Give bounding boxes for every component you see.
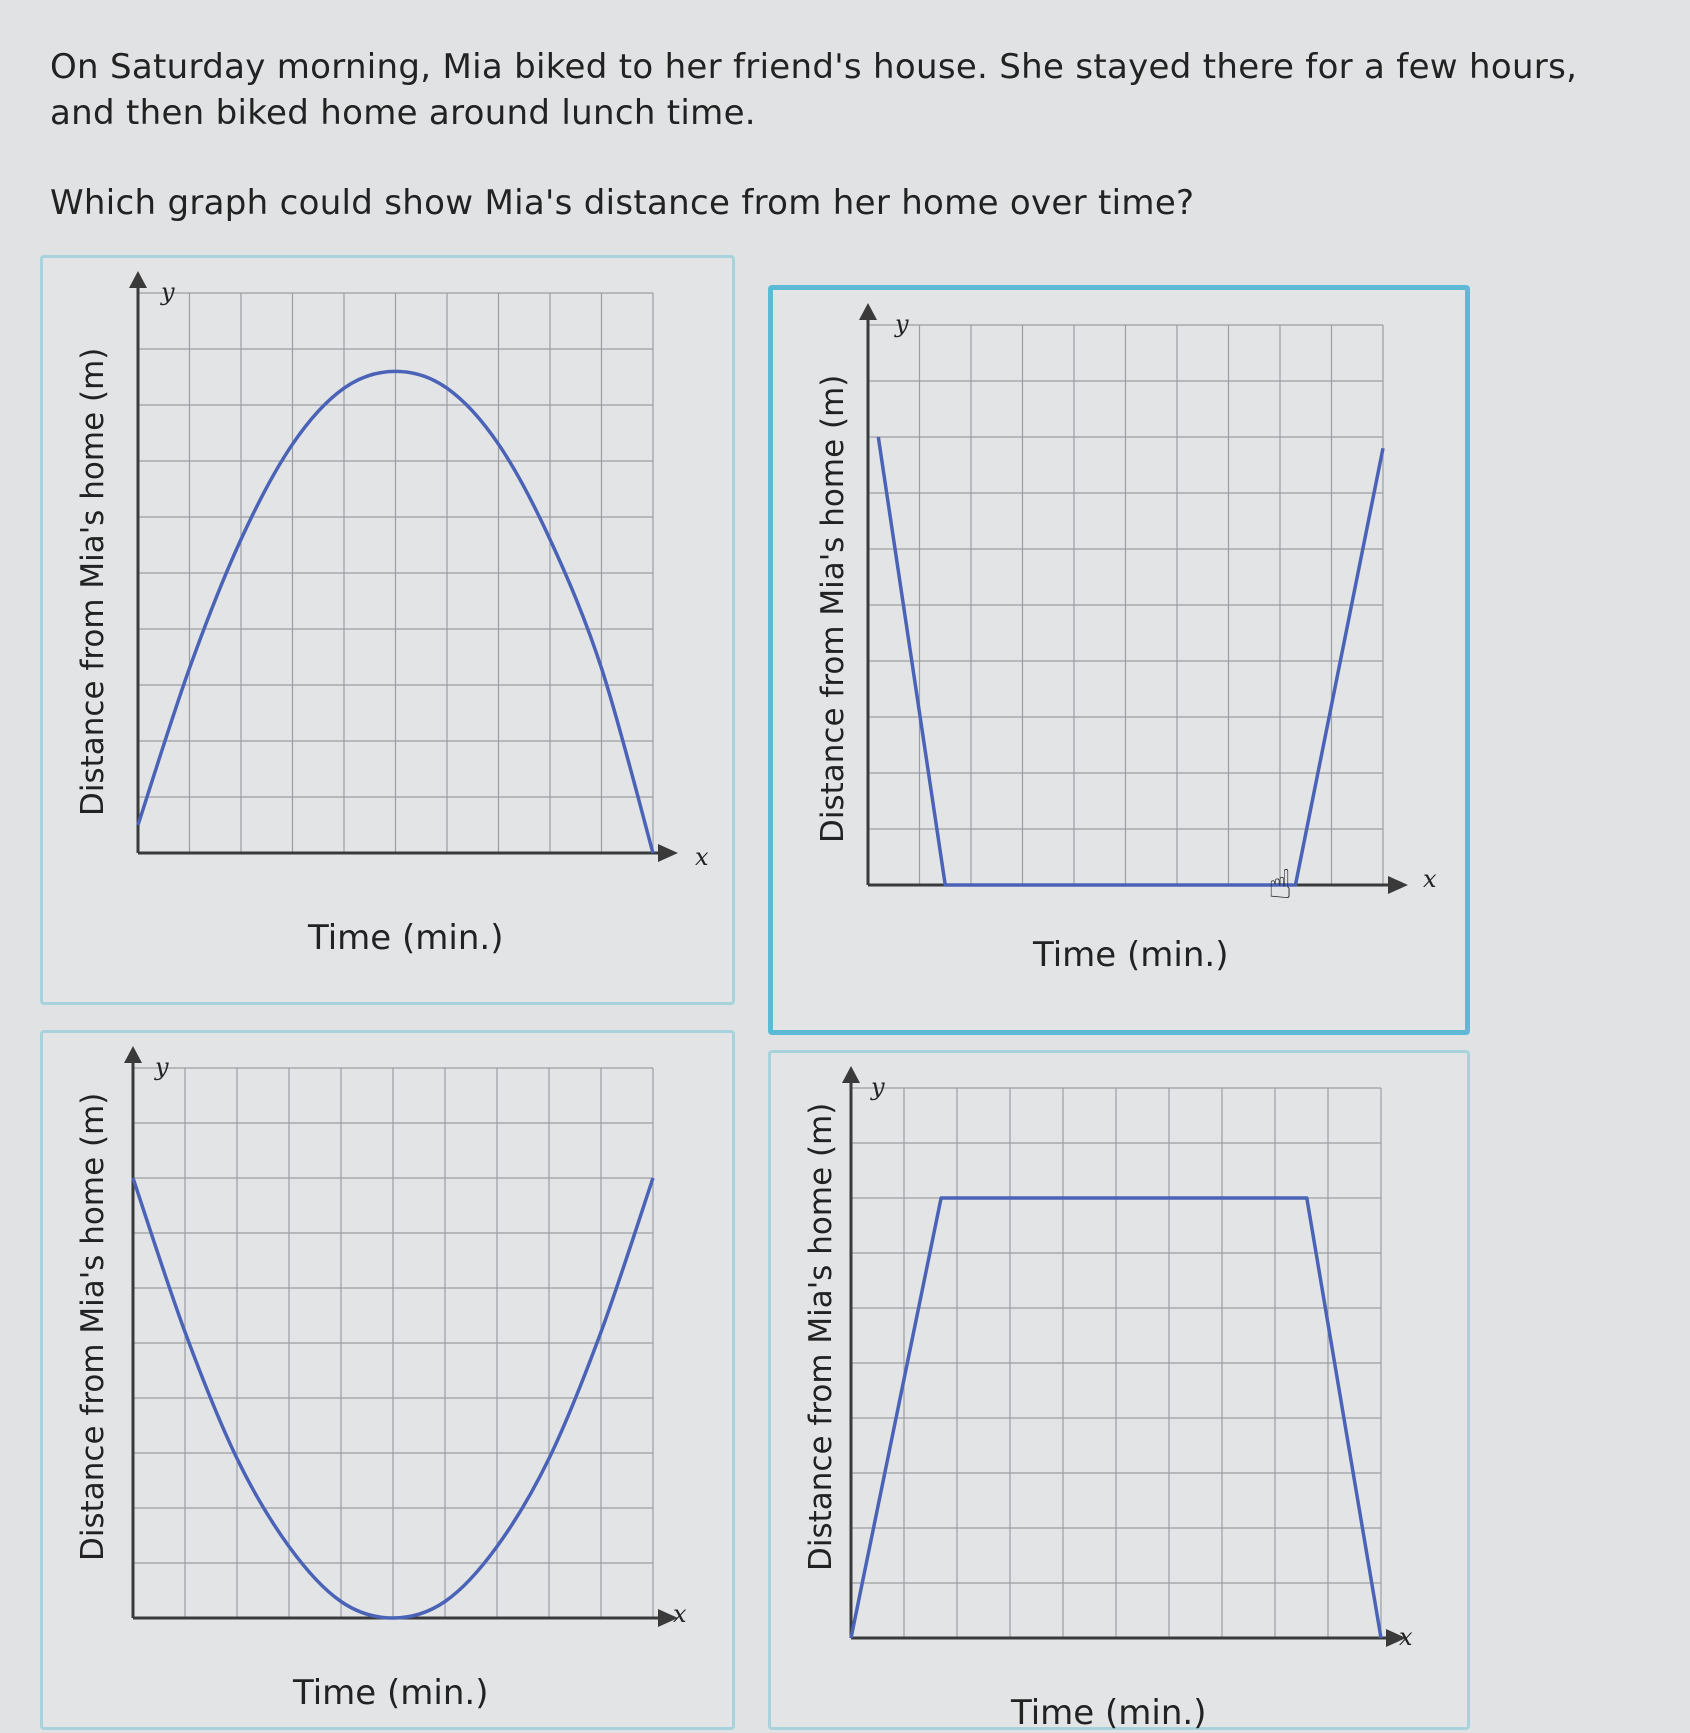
y-axis-arrow — [124, 1046, 142, 1063]
answer-choice-c[interactable] — [40, 1030, 735, 1730]
x-axis-label: Time (min.) — [1011, 1693, 1207, 1733]
y-axis-label: Distance from Mia's home (m) — [75, 1092, 111, 1561]
x-axis-arrow — [1388, 876, 1408, 894]
y-axis-label: Distance from Mia's home (m) — [803, 1102, 839, 1571]
chart-svg — [43, 258, 738, 1008]
answer-choice-a[interactable] — [40, 255, 735, 1005]
answer-choice-b[interactable] — [768, 285, 1470, 1035]
chart-svg — [43, 1033, 738, 1733]
answer-choice-d[interactable] — [768, 1050, 1470, 1733]
x-axis-letter: x — [1423, 865, 1437, 893]
y-axis-arrow — [129, 271, 147, 288]
y-axis-arrow — [842, 1066, 860, 1083]
y-axis-letter: y — [155, 1053, 169, 1081]
y-axis-letter: y — [871, 1073, 885, 1101]
chart-svg — [771, 1053, 1473, 1733]
y-axis-letter: y — [161, 278, 175, 306]
y-axis-letter: y — [895, 310, 909, 338]
y-axis-arrow — [859, 303, 877, 320]
x-axis-label: Time (min.) — [293, 1673, 489, 1713]
x-axis-letter: x — [695, 843, 709, 871]
y-axis-label: Distance from Mia's home (m) — [75, 347, 111, 816]
x-axis-label: Time (min.) — [308, 918, 504, 958]
chart-svg — [773, 290, 1475, 1040]
x-axis-letter: x — [1399, 1623, 1413, 1651]
question-text: On Saturday morning, Mia biked to her friend's house. She stayed there for a few hours, and then biked home around lunch time. — [50, 47, 1578, 133]
question-prompt: Which graph could show Mia's distance from her home over time? — [50, 183, 1195, 223]
x-axis-letter: x — [673, 1600, 687, 1628]
x-axis-label: Time (min.) — [1033, 935, 1229, 975]
x-axis-arrow — [658, 844, 678, 862]
y-axis-label: Distance from Mia's home (m) — [815, 374, 851, 843]
pointer-hand-icon: ☝ — [1268, 862, 1293, 908]
